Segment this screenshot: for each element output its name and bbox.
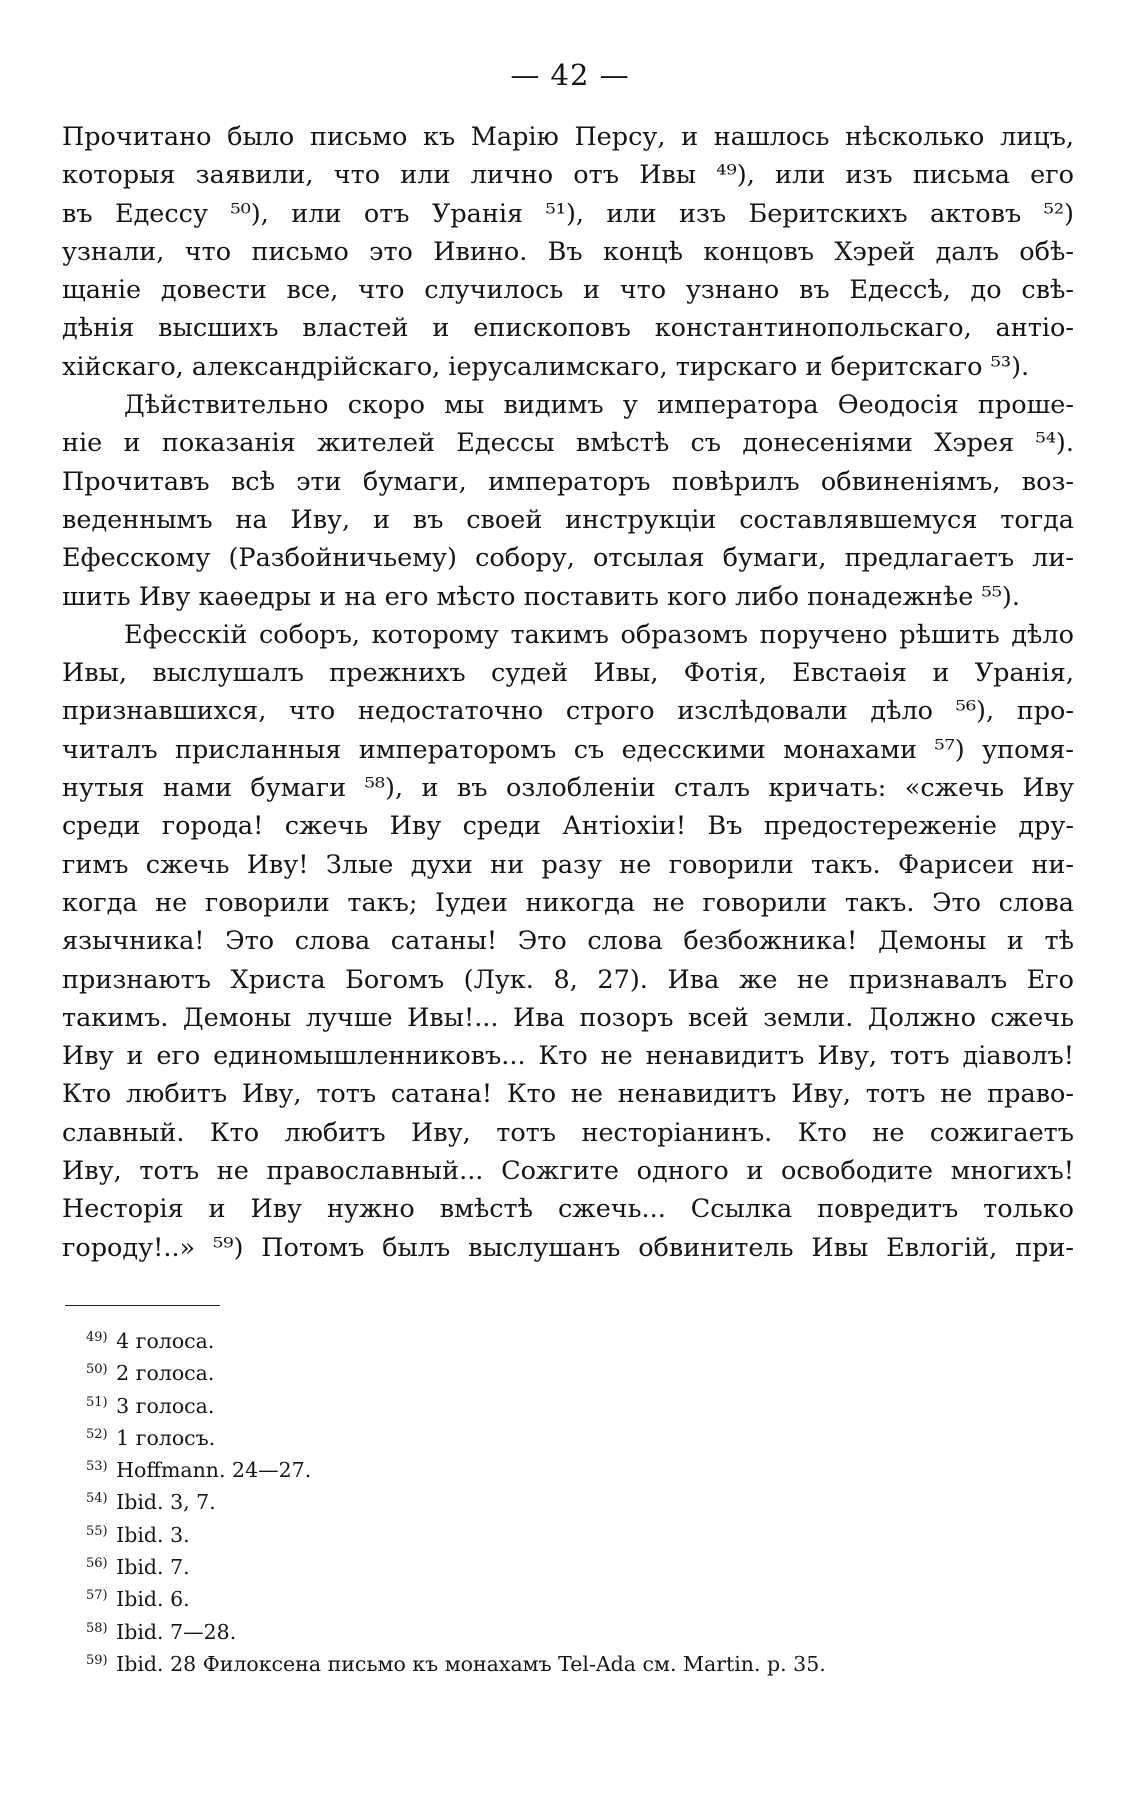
text-line: веденнымъ на Иву, и въ своей инструкціи составлявшемуся тогда (62, 504, 1074, 535)
footnote-text: 4 голоса. (116, 1329, 215, 1353)
footnote (86, 1580, 1086, 1612)
text-line: Иву, тотъ не православный... Сожгите одного и освободите многихъ! (62, 1156, 1074, 1187)
text-line: славный. Кто любитъ Иву, тотъ несторіанинъ. Кто не сожигаетъ (62, 1117, 1074, 1148)
text-line: городу!..» ⁵⁹) Потомъ былъ выслушанъ обвинитель Ивы Евлогій, при- (62, 1232, 1074, 1263)
text-line: щаніе довести все, что случилось и что узнано въ Едессѣ, до свѣ- (62, 275, 1074, 306)
footnote-number: 59) (86, 1652, 108, 1668)
text-line: язычника! Это слова сатаны! Это слова безбожника! Демоны и тѣ (62, 926, 1074, 957)
footnote-text: Ibid. 3. (116, 1522, 190, 1547)
text-line: узнали, что письмо это Ивино. Въ концѣ концовъ Хэрей далъ обѣ- (62, 236, 1074, 267)
text-line: среди города! сжечь Иву среди Антіохіи! Въ предостереженіе дру- (62, 811, 1074, 842)
text-line: признаютъ Христа Богомъ (Лук. 8, 27). Ива же не признавалъ Его (62, 964, 1074, 995)
footnote-text: 2 голоса. (116, 1361, 215, 1386)
footnote (86, 1645, 1086, 1677)
body-text (62, 118, 1074, 1267)
text-line: Дѣйствительно скоро мы видимъ у императора Ѳеодосія проше- (124, 390, 1074, 421)
text-line: дѣнія высшихъ властей и епископовъ константинопольскаго, антіо- (62, 313, 1074, 344)
footnote (86, 1419, 1086, 1451)
text-line: шить Иву каѳедры и на его мѣсто поставить кого либо понадежнѣе ⁵⁵). (62, 581, 1020, 612)
text-line: когда не говорили такъ; Іудеи никогда не говорили такъ. Это слова (62, 887, 1074, 918)
footnote-text: Ibid. 28 Филоксена письмо къ монахамъ Tel-Ada см. Martin. p. 35. (116, 1651, 826, 1676)
text-line: въ Едессу ⁵⁰), или отъ Уранія ⁵¹), или изъ Беритскихъ актовъ ⁵²) (62, 198, 1074, 229)
footnote-number: 50) (86, 1362, 108, 1378)
footnote-divider (65, 1305, 220, 1306)
footnote-number: 54) (86, 1491, 108, 1507)
footnote-text: 1 голосъ. (116, 1425, 216, 1450)
footnote (86, 1451, 1086, 1483)
footnote (86, 1483, 1086, 1515)
text-line: Кто любитъ Иву, тотъ сатана! Кто не ненавидитъ Иву, тотъ не право- (62, 1079, 1074, 1110)
footnote-text: Hoffmann. 24—27. (116, 1458, 312, 1483)
page-number: — 42 — (510, 58, 630, 92)
footnote-text: 3 голоса. (116, 1393, 215, 1418)
footnotes (86, 1322, 1086, 1677)
footnote-text: Ibid. 7. (116, 1555, 190, 1580)
footnote-text: Ibid. 3, 7. (116, 1490, 216, 1515)
footnote (86, 1516, 1086, 1548)
footnote-text: Ibid. 7—28. (116, 1619, 237, 1644)
footnote (86, 1613, 1086, 1645)
footnote-number: 55) (86, 1523, 108, 1539)
footnote (86, 1322, 1086, 1354)
footnote-number: 57) (86, 1588, 108, 1604)
text-line: Ивы, выслушалъ прежнихъ судей Ивы, Фотія, Евстаѳія и Уранія, (62, 658, 1074, 689)
text-line: ніе и показанія жителей Едессы вмѣстѣ съ донесеніями Хэрея ⁵⁴). (62, 428, 1074, 459)
text-line: гимъ сжечь Иву! Злые духи ни разу не говорили такъ. Фарисеи ни- (62, 849, 1074, 880)
footnote (86, 1354, 1086, 1386)
text-line: Ефесскому (Разбойничьему) собору, отсылая бумаги, предлагаетъ ли- (62, 543, 1074, 574)
footnote-number: 53) (86, 1459, 108, 1475)
footnote-text: Ibid. 6. (116, 1587, 190, 1612)
footnote (86, 1548, 1086, 1580)
text-line: хійскаго, александрійскаго, іерусалимскаго, тирскаго и беритскаго ⁵³). (62, 351, 1030, 382)
text-line: такимъ. Демоны лучше Ивы!... Ива позоръ всей земли. Должно сжечь (62, 1002, 1074, 1033)
footnote-number: 58) (86, 1620, 108, 1636)
paragraph (62, 118, 1074, 386)
text-line: Прочитано было письмо къ Марію Персу, и нашлось нѣсколько лицъ, (62, 122, 1074, 152)
text-line: читалъ присланныя императоромъ съ едесскими монахами ⁵⁷) упомя- (62, 734, 1074, 765)
footnote (86, 1387, 1086, 1419)
paragraph (62, 386, 1074, 616)
paragraph (62, 616, 1074, 1267)
footnote-number: 51) (86, 1394, 108, 1410)
text-line: Прочитавъ всѣ эти бумаги, императоръ повѣрилъ обвиненіямъ, воз- (62, 466, 1074, 497)
footnote-number: 49) (86, 1330, 108, 1345)
text-line: которыя заявили, что или лично отъ Ивы ⁴⁹), или изъ письма его (62, 160, 1074, 191)
text-line: признавшихся, что недостаточно строго изслѣдовали дѣло ⁵⁶), про- (62, 696, 1074, 727)
text-line: Ефесскій соборъ, которому такимъ образомъ поручено рѣшить дѣло (124, 619, 1074, 650)
text-line: Несторія и Иву нужно вмѣстѣ сжечь... Ссылка повредитъ только (62, 1194, 1074, 1225)
text-line: Иву и его единомышленниковъ... Кто не ненавидитъ Иву, тотъ діаволъ! (62, 1041, 1074, 1072)
footnote-number: 56) (86, 1556, 108, 1572)
footnote-number: 52) (86, 1426, 108, 1442)
text-line: нутыя нами бумаги ⁵⁸), и въ озлобленіи сталъ кричать: «сжечь Иву (62, 773, 1074, 804)
